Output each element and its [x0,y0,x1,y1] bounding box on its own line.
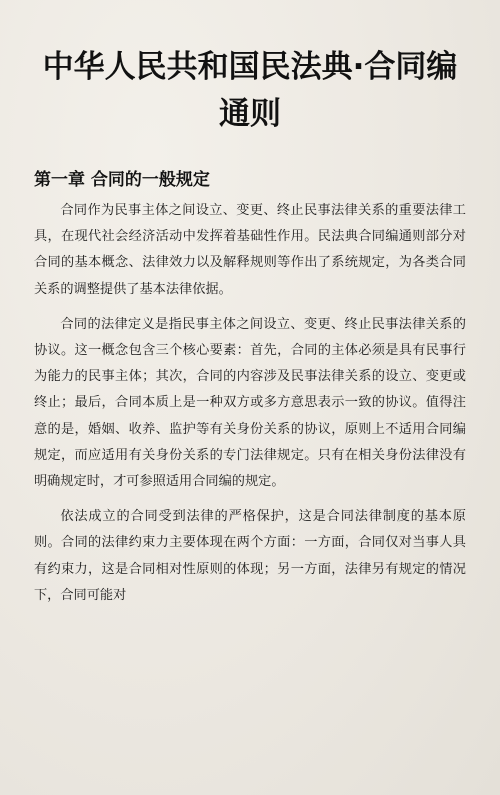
chapter-heading: 第一章 合同的一般规定 [34,170,210,190]
paragraph-2: 合同的法律定义是指民事主体之间设立、变更、终止民事法律关系的协议。这一概念包含三个核心要素：首先，合同的主体必须是具有民事行为能力的民事主体；其次，合同的内容涉及民事法律关系的设立、变更或终止；最后，合同本质上是一种双方或多方意思表示一致的协议。值得注意的是，婚姻、收养、监护等有关身份关系的协议，原则上不适用合同编规定，而应适用有关身份关系的专门法律规定。只有在相关身份法律没有明确规定时，才可参照适用合同编的规定。 [34,316,466,490]
paragraph-3: 依法成立的合同受到法律的严格保护，这是合同法律制度的基本原则。合同的法律约束力主要体现在两个方面：一方面，合同仅对当事人具有约束力，这是合同相对性原则的体现；另一方面，法律另有规定的情况下，合同可能对 [34,509,466,603]
document-title: 中华人民共和国民法典·合同编通则 [42,49,458,132]
paragraph-1: 合同作为民事主体之间设立、变更、终止民事法律关系的重要法律工具，在现代社会经济活动中发挥着基础性作用。民法典合同编通则部分对合同的基本概念、法律效力以及解释规则等作出了系统规定，为各类合同关系的调整提供了基本法律依据。 [34,203,466,297]
